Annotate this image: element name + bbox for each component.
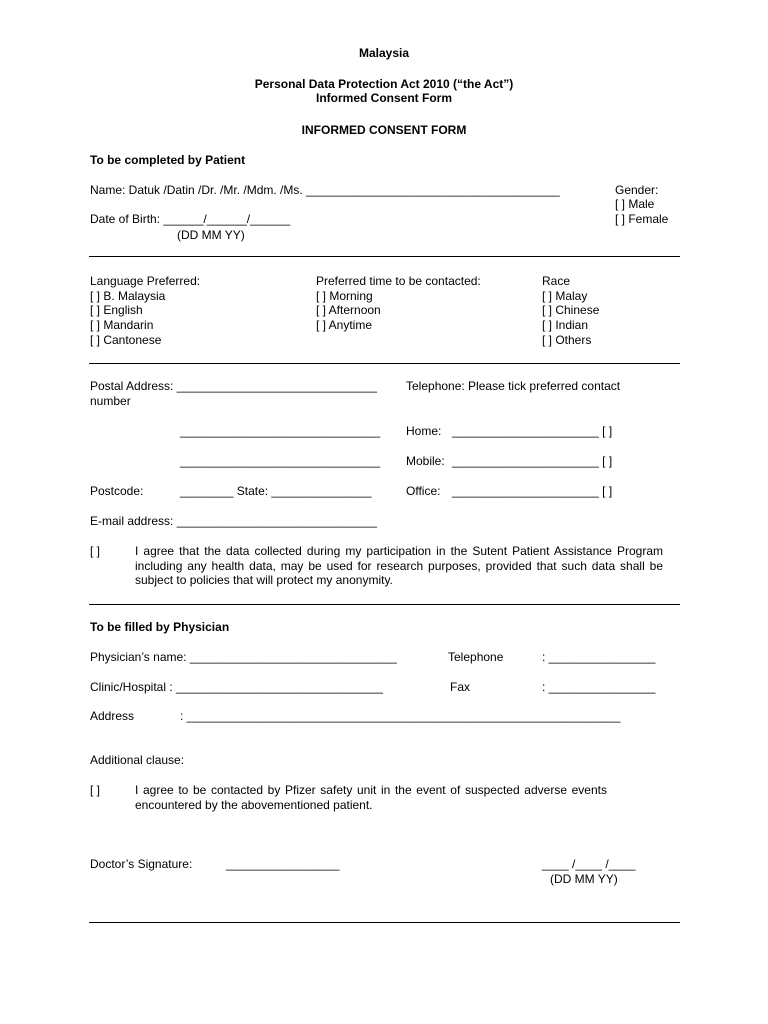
mobile-phone-label: Mobile: — [406, 454, 445, 468]
language-label: Language Preferred: — [90, 274, 201, 288]
dob-field[interactable]: Date of Birth: ______/______/______ — [90, 212, 291, 226]
physician-name-field[interactable]: Physician’s name: _______________________________ — [90, 650, 397, 664]
language-option-mandarin[interactable]: [ ] Mandarin — [90, 318, 154, 332]
address-line-2[interactable]: ______________________________ — [180, 424, 381, 438]
race-option-indian[interactable]: [ ] Indian — [542, 318, 589, 332]
telephone-label: Telephone: Please tick preferred contact — [406, 379, 621, 393]
divider — [89, 363, 680, 364]
race-option-malay[interactable]: [ ] Malay — [542, 289, 588, 303]
additional-clause-label: Additional clause: — [90, 753, 185, 767]
patient-section-title: To be completed by Patient — [90, 153, 246, 167]
contact-time-option-anytime[interactable]: [ ] Anytime — [316, 318, 373, 332]
divider — [89, 604, 680, 605]
home-phone-label: Home: — [406, 424, 442, 438]
clinic-hospital-field[interactable]: Clinic/Hospital : _______________________________ — [90, 680, 383, 694]
gender-label: Gender: — [615, 183, 659, 197]
office-phone-field[interactable]: ______________________ [ ] — [452, 484, 613, 498]
postcode-label: Postcode: — [90, 484, 144, 498]
signature-field[interactable]: _________________ — [226, 857, 340, 871]
language-option-cantonese[interactable]: [ ] Cantonese — [90, 333, 162, 347]
address-line-3[interactable]: ______________________________ — [180, 454, 381, 468]
race-option-chinese[interactable]: [ ] Chinese — [542, 303, 600, 317]
act-title: Personal Data Protection Act 2010 (“the Act”) — [254, 77, 514, 91]
physician-address-field[interactable]: : _________________________________________________________________ — [180, 709, 621, 723]
home-phone-field[interactable]: ______________________ [ ] — [452, 424, 613, 438]
fax-field[interactable]: : ________________ — [542, 680, 656, 694]
physician-address-label: Address — [90, 709, 135, 723]
postcode-state-field[interactable]: ________ State: _______________ — [180, 484, 372, 498]
divider — [89, 256, 680, 257]
contact-time-option-morning[interactable]: [ ] Morning — [316, 289, 373, 303]
signature-date-format: (DD MM YY) — [550, 872, 618, 886]
pfizer-contact-checkbox[interactable]: [ ] — [90, 783, 101, 797]
mobile-phone-field[interactable]: ______________________ [ ] — [452, 454, 613, 468]
physician-telephone-field[interactable]: : ________________ — [542, 650, 656, 664]
country-title: Malaysia — [358, 46, 410, 60]
name-field[interactable]: Name: Datuk /Datin /Dr. /Mr. /Mdm. /Ms. ______________________________________ — [90, 183, 560, 197]
office-phone-label: Office: — [406, 484, 441, 498]
email-field[interactable]: E-mail address: ______________________________ — [90, 514, 377, 528]
gender-female-checkbox[interactable]: [ ] Female — [615, 212, 669, 226]
consent-text: I agree that the data collected during my participation in the Sutent Patient Assistance Program including any health data, may be used for research purposes, provided that such data shall be subject to policies that will protect my anonymity. — [135, 544, 663, 587]
signature-label: Doctor’s Signature: — [90, 857, 193, 871]
race-option-others[interactable]: [ ] Others — [542, 333, 592, 347]
pfizer-contact-text: I agree to be contacted by Pfizer safety unit in the event of suspected adverse events encountered by the abovementioned patient. — [135, 783, 607, 812]
signature-date-field[interactable]: ____ /____ /____ — [542, 857, 636, 871]
race-label: Race — [542, 274, 571, 288]
form-subtitle: Informed Consent Form — [315, 91, 452, 105]
fax-label: Fax — [450, 680, 471, 694]
contact-time-option-afternoon[interactable]: [ ] Afternoon — [316, 303, 381, 317]
postal-address-field[interactable]: Postal Address: ______________________________ — [90, 379, 377, 393]
language-option-malaysia[interactable]: [ ] B. Malaysia — [90, 289, 166, 303]
consent-checkbox[interactable]: [ ] — [90, 544, 101, 558]
physician-section-title: To be filled by Physician — [90, 620, 230, 634]
gender-male-checkbox[interactable]: [ ] Male — [615, 197, 655, 211]
contact-time-label: Preferred time to be contacted: — [316, 274, 481, 288]
form-heading: INFORMED CONSENT FORM — [301, 123, 467, 137]
language-option-english[interactable]: [ ] English — [90, 303, 143, 317]
telephone-label-continued: number — [90, 394, 131, 408]
dob-format-hint: (DD MM YY) — [177, 228, 245, 242]
physician-telephone-label: Telephone — [448, 650, 504, 664]
divider — [89, 922, 680, 923]
